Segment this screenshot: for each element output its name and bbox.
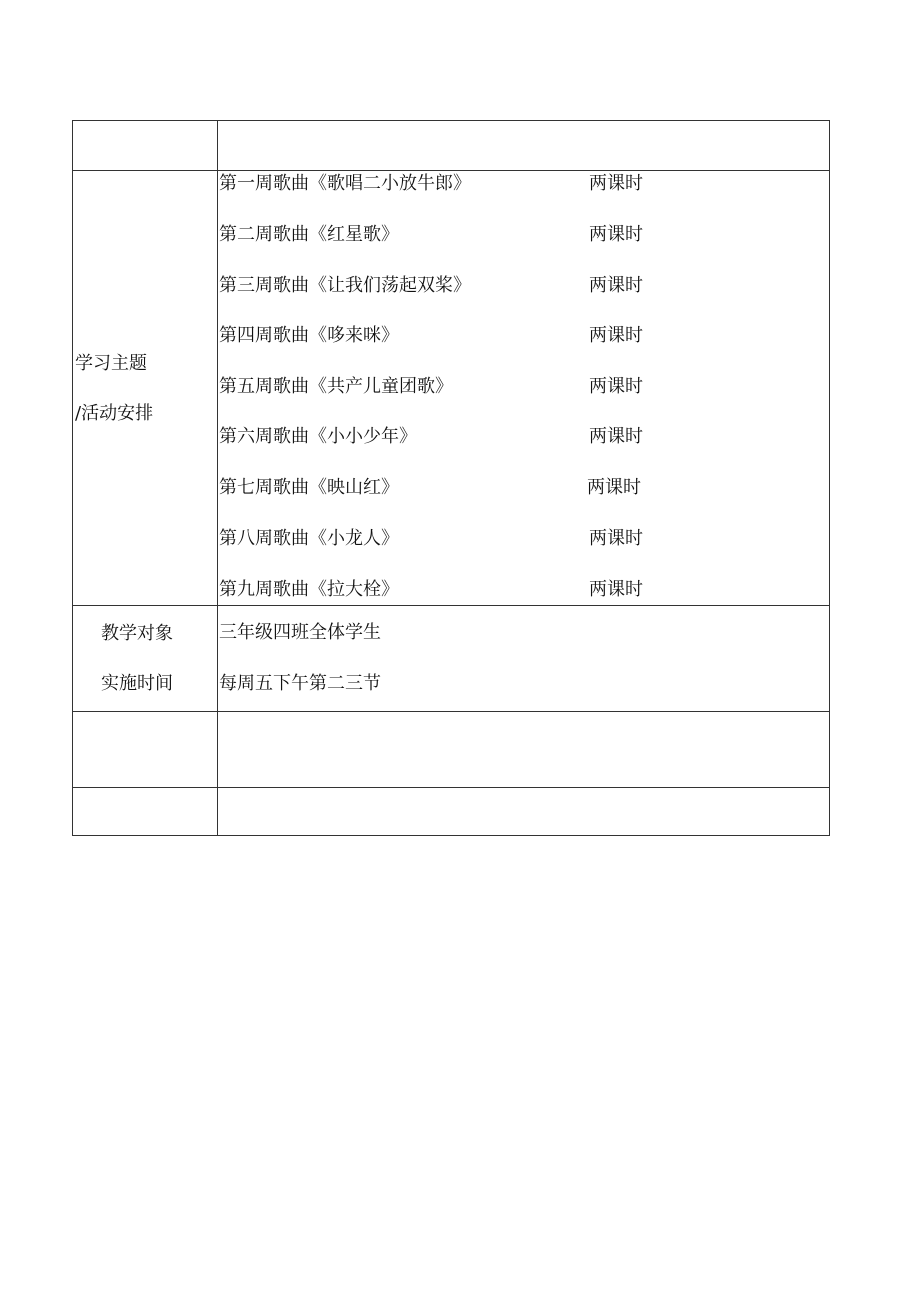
song-title: 第九周歌曲《拉大栓》: [219, 579, 399, 600]
list-item: [219, 324, 819, 352]
list-item: [219, 578, 819, 606]
lesson-hours: 两课时: [587, 477, 641, 498]
list-item: [219, 476, 819, 504]
empty-row-bottom: [73, 788, 829, 836]
empty-row: [73, 712, 829, 787]
list-item: [219, 425, 819, 453]
empty-row-top: [73, 121, 829, 170]
schedule-label-line2: /活动安排: [75, 403, 154, 424]
lesson-hours: 两课时: [589, 224, 643, 245]
song-title: 第二周歌曲《红星歌》: [219, 224, 399, 245]
list-item: [219, 375, 819, 403]
target-label: 教学对象: [101, 623, 173, 644]
lesson-hours: 两课时: [589, 579, 643, 600]
song-title: 第八周歌曲《小龙人》: [219, 528, 399, 549]
lesson-hours: 两课时: [589, 528, 643, 549]
row-divider: [73, 170, 829, 171]
lesson-hours: 两课时: [589, 426, 643, 447]
plan-table: [72, 120, 830, 836]
song-title: 第四周歌曲《哆来咪》: [219, 325, 399, 346]
list-item: [219, 223, 819, 251]
song-title: 第三周歌曲《让我们荡起双桨》: [219, 275, 471, 296]
song-title: 第七周歌曲《映山红》: [219, 477, 399, 498]
list-item: [219, 274, 819, 302]
schedule-label-line1: 学习主题: [75, 353, 147, 374]
list-item: [219, 172, 819, 200]
lesson-hours: 两课时: [589, 376, 643, 397]
song-title: 第六周歌曲《小小少年》: [219, 426, 417, 447]
lesson-hours: 两课时: [589, 325, 643, 346]
lesson-hours: 两课时: [589, 275, 643, 296]
target-value: 三年级四班全体学生: [219, 622, 381, 643]
list-item: [219, 527, 819, 555]
lesson-hours: 两课时: [589, 173, 643, 194]
song-title: 第五周歌曲《共产儿童团歌》: [219, 376, 453, 397]
song-title: 第一周歌曲《歌唱二小放牛郎》: [219, 173, 471, 194]
time-value: 每周五下午第二三节: [219, 673, 381, 694]
time-label: 实施时间: [101, 673, 173, 694]
